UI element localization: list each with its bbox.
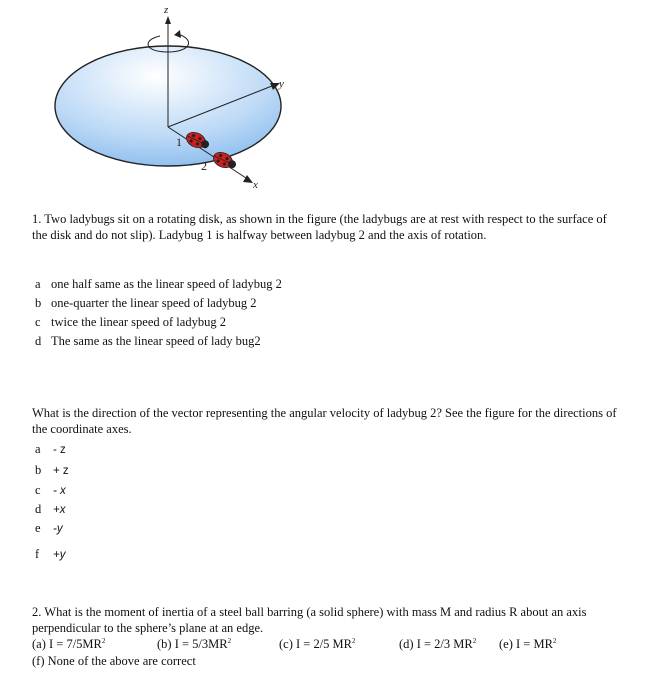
q2-option-a[interactable]	[35, 441, 66, 458]
superscript-2: 2	[552, 637, 557, 645]
z-axis-label: z	[164, 4, 169, 16]
q1-option-c[interactable]	[35, 314, 226, 330]
ladybug-1-label: 1	[176, 135, 182, 149]
rotating-disk-figure	[0, 0, 651, 205]
q1-option-letter: b	[35, 296, 42, 310]
q3-choice-e[interactable]	[499, 636, 556, 652]
q1-option-text: twice the linear speed of ladybug 2	[51, 315, 226, 329]
q3-choice-b[interactable]	[157, 636, 279, 652]
q2-option-letter: f	[35, 547, 40, 561]
q1-option-text: The same as the linear speed of lady bug2	[51, 334, 261, 348]
question-3-text: 2. What is the moment of inertia of a steel ball barring (a solid sphere) with mass M and radius R about an axis perpendicular to the sphere’s plane at an edge.	[32, 605, 587, 635]
q1-option-letter: c	[35, 315, 41, 329]
q3-choice-b-text: (b) I = 5/3MR	[157, 637, 228, 651]
q1-option-b[interactable]	[35, 295, 256, 311]
q2-option-letter: d	[35, 502, 42, 516]
question-1-text: 1. Two ladybugs sit on a rotating disk, as shown in the figure (the ladybugs are at rest with respect to the surface of the disk and do not slip). Ladybug 1 is halfway between ladybug 2 and the axis of rotation.	[32, 212, 607, 242]
q2-option-text: +y	[53, 549, 66, 561]
superscript-2: 2	[352, 637, 356, 645]
q1-option-letter: d	[35, 334, 42, 348]
q1-option-text: one-quarter the linear speed of ladybug 2	[51, 296, 257, 310]
q2-option-text: - z	[53, 444, 66, 456]
q2-option-letter: b	[35, 463, 42, 477]
q3-choice-c-text: (c) I = 2/5 MR	[279, 637, 353, 651]
question-2-text: What is the direction of the vector representing the angular velocity of ladybug 2? See the figure for the directions of the coordinate axes.	[32, 406, 617, 436]
q2-option-text: +x	[53, 504, 66, 516]
superscript-2: 2	[472, 637, 477, 645]
q2-option-letter: c	[35, 483, 41, 497]
q3-choice-f[interactable]: (f) None of the above are correct	[32, 654, 196, 668]
q2-option-text: - x	[53, 485, 66, 497]
q2-option-f[interactable]	[35, 546, 65, 563]
q2-option-c[interactable]	[35, 482, 66, 499]
rotation-arrowhead	[174, 30, 181, 38]
q3-choice-d-text: (d) I = 2/3 MR	[399, 637, 473, 651]
x-axis-arrowhead	[243, 175, 253, 183]
q3-choice-a[interactable]	[32, 636, 157, 652]
q1-option-a[interactable]	[35, 276, 282, 292]
z-axis-arrowhead	[165, 16, 171, 24]
q1-option-text: one half same as the linear speed of ladybug 2	[51, 277, 282, 291]
q3-choices-line	[32, 636, 556, 652]
y-axis-label: y	[279, 78, 284, 90]
q2-option-b[interactable]	[35, 462, 69, 479]
q3-choice-d[interactable]	[399, 636, 499, 652]
q1-option-d[interactable]	[35, 333, 261, 349]
q2-option-d[interactable]	[35, 501, 65, 518]
q2-option-letter: e	[35, 521, 41, 535]
q2-option-text: -y	[53, 523, 63, 535]
q1-option-letter: a	[35, 277, 41, 291]
ladybug-2-label: 2	[201, 159, 207, 173]
q2-option-letter: a	[35, 442, 41, 456]
superscript-2: 2	[227, 637, 232, 645]
superscript-2: 2	[101, 637, 106, 645]
x-axis-label: x	[253, 179, 258, 191]
q2-option-text: + z	[53, 465, 69, 477]
q3-choice-a-text: (a) I = 7/5MR	[32, 637, 102, 651]
q3-choice-e-text: (e) I = MR	[499, 637, 553, 651]
q2-option-e[interactable]	[35, 520, 63, 537]
q3-choice-c[interactable]	[279, 636, 399, 652]
